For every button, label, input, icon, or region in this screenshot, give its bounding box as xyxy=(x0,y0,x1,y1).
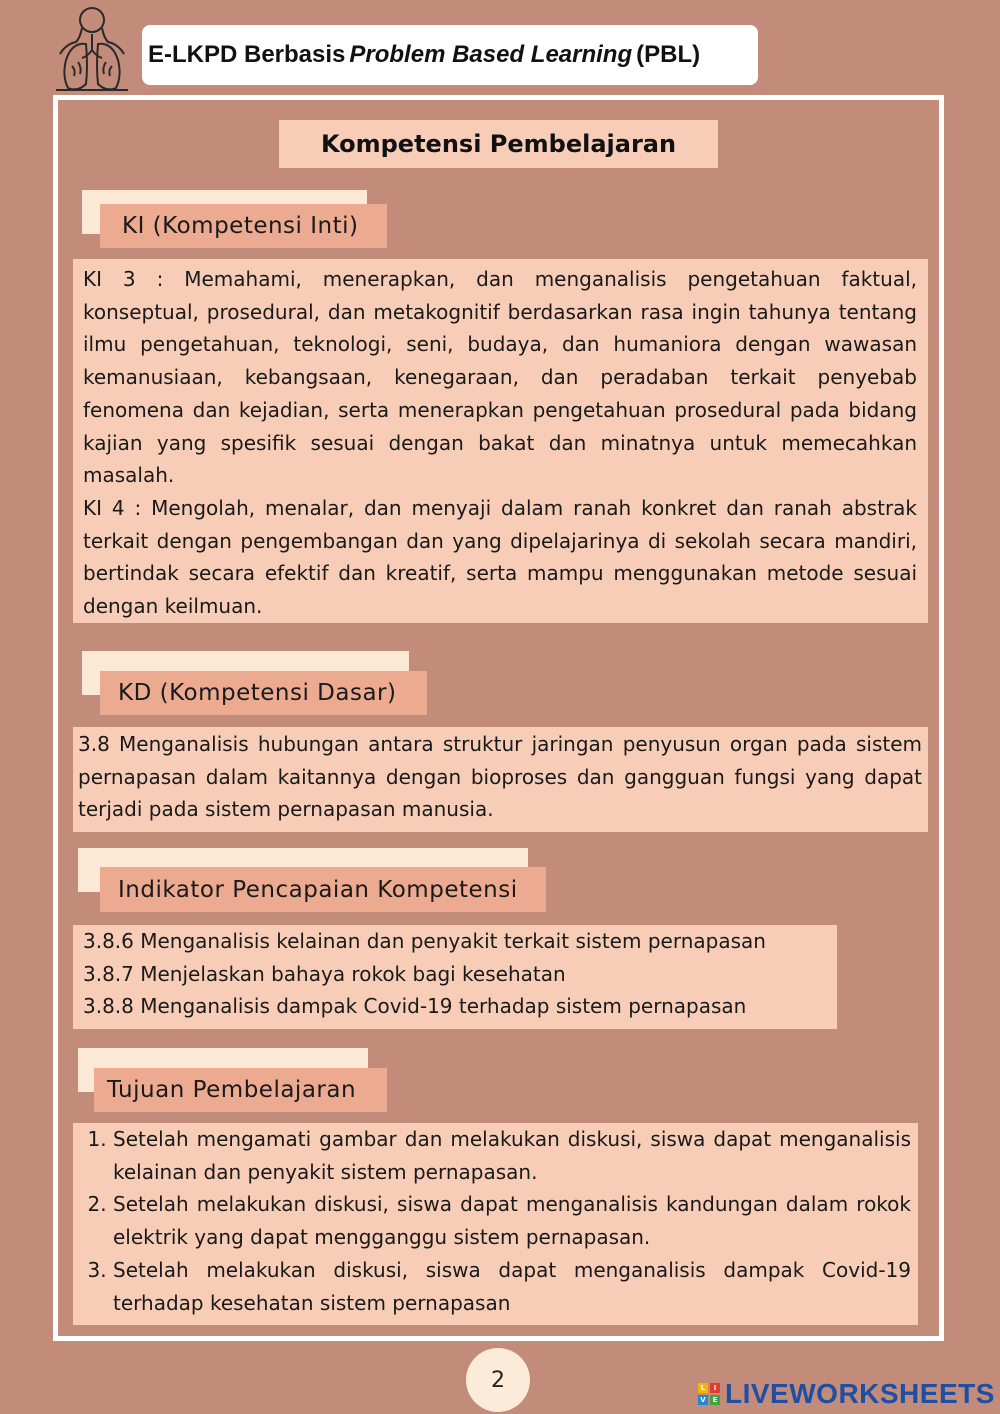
tujuan-heading: Tujuan Pembelajaran xyxy=(94,1068,387,1112)
header-title-part1: E-LKPD Berbasis xyxy=(148,41,346,68)
lungs-icon xyxy=(52,4,132,94)
indikator-item: 3.8.8 Menganalisis dampak Covid-19 terhadap sistem pernapasan xyxy=(83,994,747,1019)
liveworksheets-text: LIVEWORKSHEETS xyxy=(725,1378,995,1409)
tujuan-content-box xyxy=(73,1123,918,1325)
page-number: 2 xyxy=(466,1348,530,1412)
ki-content-box xyxy=(73,259,928,623)
tujuan-item: 3. Setelah melakukan diskusi, siswa dapat menganalisis dampak Covid-19 terhadap kesehatan sistem pernapasan xyxy=(113,1254,911,1319)
kd-content-box xyxy=(73,727,928,832)
indikator-item: 3.8.7 Menjelaskan bahaya rokok bagi kesehatan xyxy=(83,961,566,986)
page-title: Kompetensi Pembelajaran xyxy=(279,120,718,168)
liveworksheets-watermark xyxy=(698,1376,995,1412)
ki-3-paragraph: KI 3 : Memahami, menerapkan, dan menganalisis pengetahuan faktual, konseptual, prosedural, dan metakognitif berdasarkan rasa ingin tahunya tentang ilmu pengetahuan, teknologi, seni, budaya, dan humaniora dengan wawasan kemanusiaan, kebangsaan, kenegaraan, dan peradaban terkait penyebab fenomena dan kejadian, serta menerapkan pengetahuan prosedural pada bidang kajian yang spesifik sesuai dengan bakat dan minatnya untuk memecahkan masalah. xyxy=(83,267,917,488)
kd-text: 3.8 Menganalisis hubungan antara struktur jaringan penyusun organ pada sistem pernapasan dalam kaitannya dengan bioproses dan gangguan fungsi yang dapat terjadi pada sistem pernapasan manusia. xyxy=(78,732,922,822)
indikator-item: 3.8.6 Menganalisis kelainan dan penyakit terkait sistem pernapasan xyxy=(83,929,766,953)
indikator-content-box xyxy=(73,925,837,1029)
header-title-box xyxy=(142,25,758,85)
liveworksheets-logo-icon: L I V E xyxy=(698,1383,720,1405)
ki-heading: KI (Kompetensi Inti) xyxy=(100,204,387,248)
header-title-italic: Problem Based Learning xyxy=(349,41,633,68)
tujuan-item: 1. Setelah mengamati gambar dan melakukan diskusi, siswa dapat menganalisis kelainan dan penyakit sistem pernapasan. xyxy=(113,1123,911,1188)
indikator-heading: Indikator Pencapaian Kompetensi xyxy=(100,867,546,912)
ki-4-paragraph: KI 4 : Mengolah, menalar, dan menyaji dalam ranah konkret dan ranah abstrak terkait dengan pengembangan dan yang dipelajarinya di sekolah secara mandiri, bertindak secara efektif dan kreatif, serta mampu menggunakan metode sesuai dengan keilmuan. xyxy=(83,495,917,619)
header-title-part2: (PBL) xyxy=(636,41,701,68)
kd-heading: KD (Kompetensi Dasar) xyxy=(100,671,427,715)
tujuan-item: 2. Setelah melakukan diskusi, siswa dapat menganalisis kandungan dalam rokok elektrik yang dapat mengganggu sistem pernapasan. xyxy=(113,1188,911,1253)
